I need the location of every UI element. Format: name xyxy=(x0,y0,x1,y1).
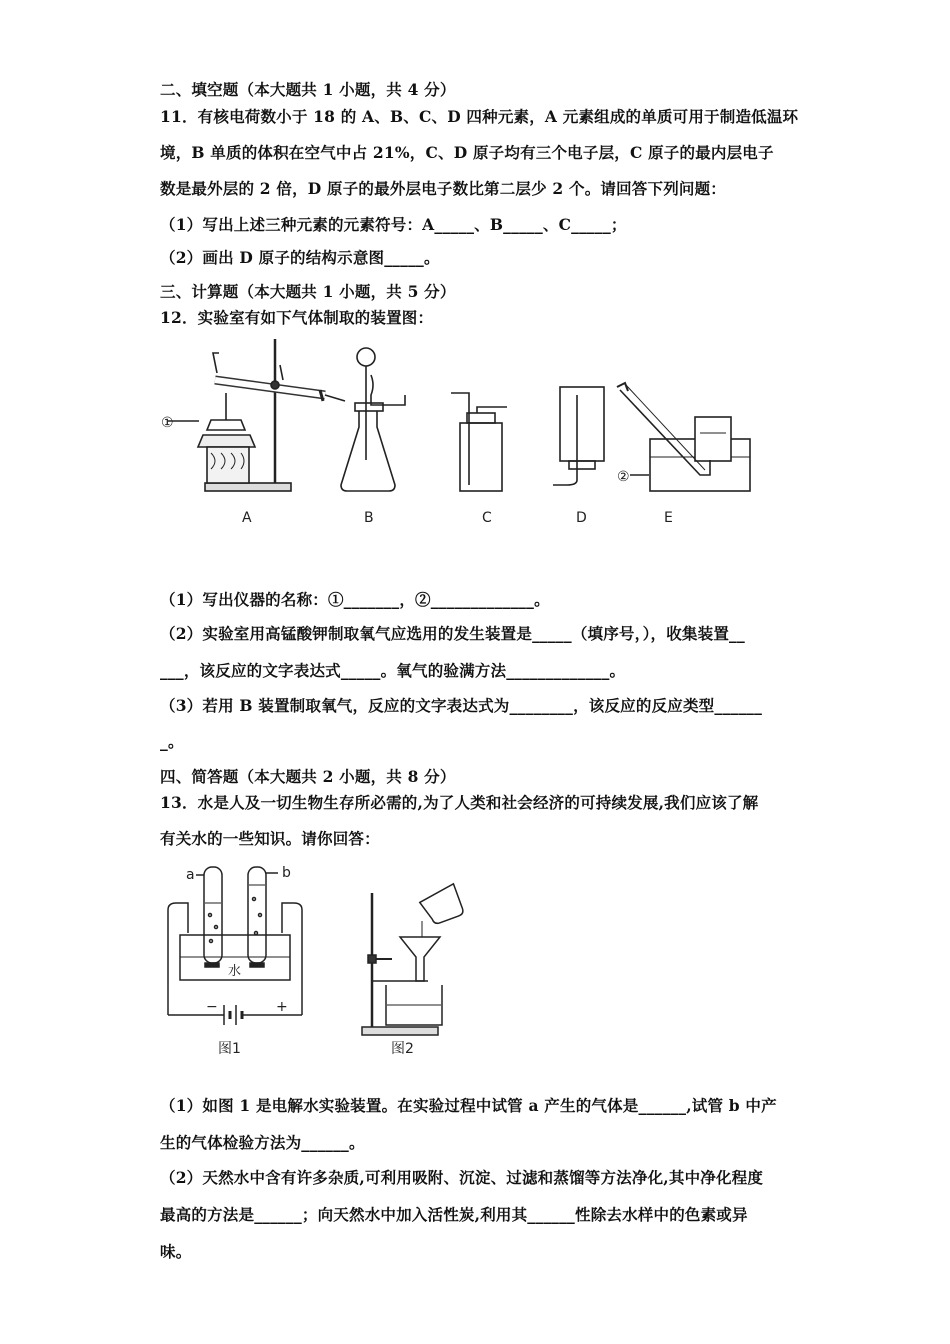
q13-part-2c: 味。 xyxy=(160,1242,192,1261)
q13-part-1b: 生的气体检验方法为______。 xyxy=(160,1133,365,1152)
gas-apparatus-figure xyxy=(155,335,765,535)
section-heading-fill-blank: 二、填空题（本大题共 1 小题，共 4 分） xyxy=(160,80,456,99)
q11-line-1: 11．有核电荷数小于 18 的 A、B、C、D 四种元素，A 元素组成的单质可用于制造低温环 xyxy=(160,107,799,126)
section-heading-short-answer: 四、简答题（本大题共 2 小题，共 8 分） xyxy=(160,767,456,786)
q13-line-2: 有关水的一些知识。请你回答： xyxy=(160,829,380,848)
label-d: D xyxy=(576,510,587,526)
mark-1: ① xyxy=(161,415,174,431)
figure-1-caption: 图1 xyxy=(218,1041,241,1057)
plus-sign: + xyxy=(276,999,288,1015)
q12-part-1: （1）写出仪器的名称：①_______，②_____________。 xyxy=(160,590,550,609)
section-heading-calculation: 三、计算题（本大题共 1 小题，共 5 分） xyxy=(160,282,456,301)
label-c: C xyxy=(482,510,492,526)
label-a: A xyxy=(242,510,252,526)
apparatus-b xyxy=(341,348,405,491)
q11-line-3: 数是最外层的 2 倍，D 原子的最外层电子数比第二层少 2 个。请回答下列问题： xyxy=(160,179,726,198)
q12-part-2a: （2）实验室用高锰酸钾制取氧气应选用的发生装置是_____（填序号，），收集装置__ xyxy=(160,624,745,643)
q13-line-1: 13．水是人及一切生物生存所必需的,为了人类和社会经济的可持续发展,我们应该了解 xyxy=(160,793,759,812)
q13-part-1a: （1）如图 1 是电解水实验装置。在实验过程中试管 a 产生的气体是______,试管 b 中产 xyxy=(160,1096,777,1115)
q11-part-2: （2）画出 D 原子的结构示意图_____。 xyxy=(160,248,440,267)
minus-sign: − xyxy=(206,999,218,1015)
tube-a-label: a xyxy=(186,867,195,883)
q12-line-1: 12．实验室有如下气体制取的装置图： xyxy=(160,308,434,327)
q12-part-3a: （3）若用 B 装置制取氧气，反应的文字表达式为________，该反应的反应类型______ xyxy=(160,696,763,715)
apparatus-c xyxy=(451,393,507,491)
label-b: B xyxy=(364,510,374,526)
mark-2: ② xyxy=(617,469,630,485)
q12-part-2b: ___，该反应的文字表达式_____。氧气的验满方法_____________。 xyxy=(160,661,626,680)
filtration-apparatus xyxy=(362,884,464,1035)
q12-part-3b: _。 xyxy=(160,732,184,751)
water-label: 水 xyxy=(228,964,242,979)
q11-part-1: （1）写出上述三种元素的元素符号：A_____、B_____、C_____； xyxy=(160,215,627,234)
q11-line-2: 境，B 单质的体积在空气中占 21%，C、D 原子均有三个电子层，C 原子的最内层电子 xyxy=(160,143,774,162)
label-e: E xyxy=(664,510,673,526)
apparatus-d xyxy=(553,387,604,485)
q13-part-2b: 最高的方法是______；向天然水中加入活性炭,利用其______性除去水样中的色素或异 xyxy=(160,1205,748,1224)
figure-2-caption: 图2 xyxy=(391,1041,414,1057)
apparatus-a xyxy=(167,339,345,491)
q13-part-2a: （2）天然水中含有许多杂质,可利用吸附、沉淀、过滤和蒸馏等方法净化,其中净化程度 xyxy=(160,1168,764,1187)
water-figures xyxy=(160,855,490,1065)
apparatus-e xyxy=(617,383,750,491)
tube-b-label: b xyxy=(282,865,291,881)
